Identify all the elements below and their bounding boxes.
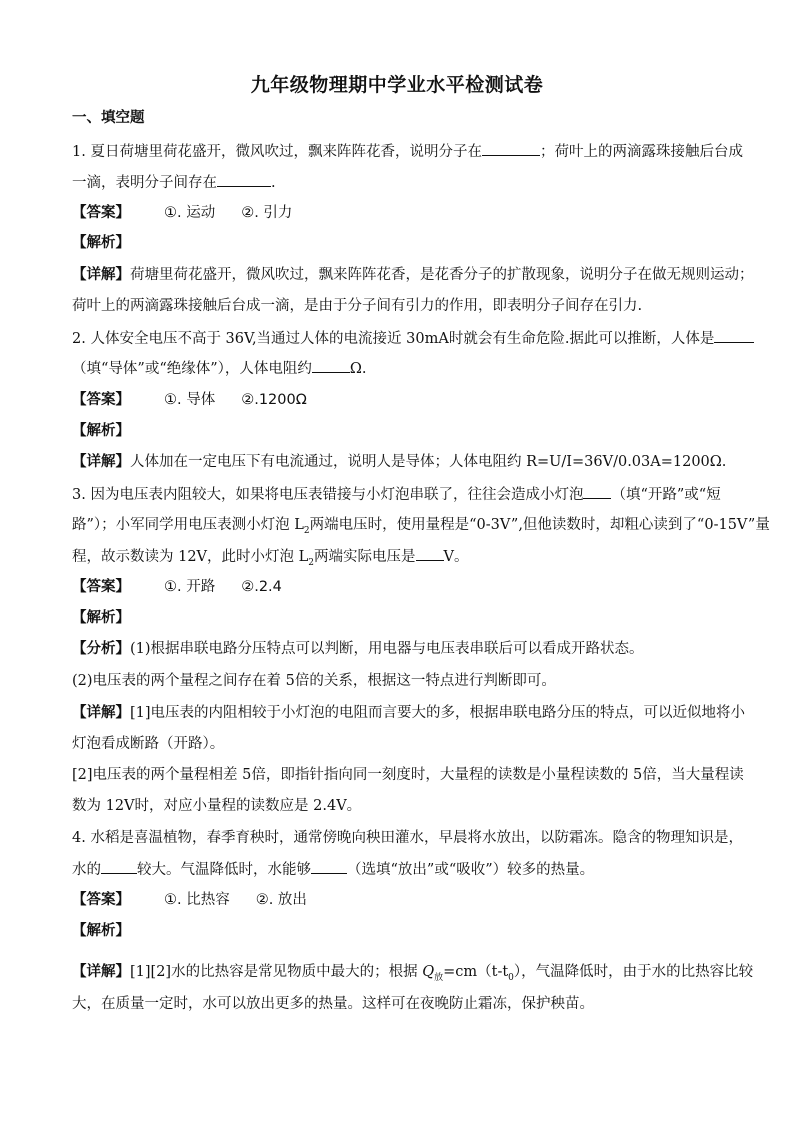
q4-answer-1: ①. 比热容 [164,892,230,908]
q1-text-d: . [271,175,276,191]
q3-sub-1: 2 [303,525,310,536]
q1-line-2 [72,172,276,193]
q3-text-f: 两端实际电压是 [314,549,416,565]
q2-text-b: （填“导体”或“绝缘体”），人体电阻约 [72,361,312,377]
answer-tag: 【答案】 [72,392,130,408]
q3-line-3 [72,546,469,573]
q3-text-g: V。 [443,549,469,565]
q3-sub-2: 2 [308,557,315,568]
q3-line-1 [72,484,721,505]
q1-answer-2: ②. 引力 [241,205,293,221]
q1-text-c: 一滴，表明分子间存在 [72,175,217,191]
detail-tag: 【详解】 [72,705,130,721]
q1-analysis-tag [72,233,130,253]
q4-line-1: 4. 水稻是喜温植物，春季育秧时，通常傍晚向秧田灌水，早晨将水放出，以防霜冻。隐含的物理知识是， [72,830,743,846]
q3-line-2 [72,515,770,541]
detail-tag: 【详解】 [72,267,130,283]
q1-detail-2: 荷叶上的两滴露珠接触后台成一滴，是由于分子间有引力的作用，即表明分子间存在引力. [72,298,643,314]
q2-line-1 [72,328,754,349]
q1-detail-1 [72,265,754,285]
q2-line-2 [72,358,367,379]
q4-text-b: 较大。气温降低时，水能够 [137,862,311,878]
q3-text-e: 程，故示数读为 12V，此时小灯泡 L [72,549,309,565]
q4-text-a: 水的 [72,862,101,878]
q4-answer-2: ②. 放出 [255,892,307,908]
q4-line-2 [72,859,594,880]
q4-analysis-tag [72,921,130,941]
q4-formula-sub: 放 [434,972,444,983]
q4-detail-1 [72,962,753,988]
q3-text-b: （填“开路”或“短 [611,487,721,503]
q4-text-c: （选填“放出”或“吸收”）较多的热量。 [347,862,595,878]
analysis-tag: 【解析】 [72,235,130,251]
q1-detail-text-1: 荷塘里荷花盛开，微风吹过，飘来阵阵花香，是花香分子的扩散现象，说明分子在做无规则运动； [130,267,754,283]
analysis-tag: 【解析】 [72,423,130,439]
q3-detail-2: 灯泡看成断路（开路）。 [72,736,225,752]
q2-blank-1 [714,328,754,343]
analysis-tag: 【解析】 [72,610,130,626]
q3-answer-2: ②.2.4 [241,579,282,595]
q2-text-c: Ω. [349,361,367,377]
q2-answer-2: ②.1200Ω [241,392,307,408]
q3-blank-2 [416,546,444,561]
q3-text-c: 路”）；小军同学用电压表测小灯泡 L [72,517,304,533]
q2-analysis-tag [72,421,130,441]
q4-formula-q: Q [422,964,435,980]
q4-formula-c: ），气温降低时，由于水的比热容比较 [513,964,754,980]
q2-detail-text: 人体加在一定电压下有电流通过，说明人是导体；人体电阻约 R=U/I=36V/0.03A=1200Ω. [130,454,727,470]
q3-analysis-tag [72,608,130,628]
q1-answer-1: ①. 运动 [164,205,216,221]
q4-detail-2: 大，在质量一定时，水可以放出更多的热量。这样可在夜晚防止霜冻，保护秧苗。 [72,996,594,1012]
answer-tag: 【答案】 [72,579,130,595]
q3-blank-1 [583,484,611,499]
q4-answer-row [72,890,307,910]
q2-text-a: 2. 人体安全电压不高于 36V,当通过人体的电流接近 30mA时就会有生命危险.据此可以推断，人体是 [72,331,715,347]
q1-blank-2 [217,172,271,187]
q3-text-d: 两端电压时，使用量程是“0-3V”,但他读数时，却粗心读到了“0-15V”量 [309,517,770,533]
q3-fenxi-2: (2)电压表的两个量程之间存在着 5倍的关系，根据这一特点进行判断即可。 [72,673,556,689]
q2-detail [72,452,726,472]
fenxi-tag: 【分析】 [72,641,130,657]
q4-formula-b: =cm（t-t [443,964,509,980]
answer-tag: 【答案】 [72,205,130,221]
q3-detail-1 [72,703,745,723]
q1-text-b: ；荷叶上的两滴露珠接触后台成 [539,144,743,160]
q3-fenxi-text-1: (1)根据串联电路分压特点可以判断，用电器与电压表串联后可以看成开路状态。 [130,641,644,657]
q4-detail-text-1: [1][2]水的比热容是常见物质中最大的；根据 [130,964,423,980]
q2-answer-row [72,390,307,410]
q3-answer-row [72,577,282,597]
q4-blank-2 [311,859,347,874]
q1-answer-row [72,203,292,223]
q3-detail-4: 数为 12V时，对应小量程的读数应是 2.4V。 [72,798,362,814]
q1-line-1 [72,141,743,162]
q1-text-a: 1. 夏日荷塘里荷花盛开，微风吹过，飘来阵阵花香，说明分子在 [72,144,482,160]
detail-tag: 【详解】 [72,454,130,470]
page-title: 九年级物理期中学业水平检测试卷 [250,74,544,96]
q3-detail-3: [2]电压表的两个量程相差 5倍，即指针指向同一刻度时，大量程的读数是小量程读数的 5倍，当大量程读 [72,767,744,783]
section-heading: 一、填空题 [72,110,145,126]
q3-answer-1: ①. 开路 [164,579,216,595]
q2-answer-1: ①. 导体 [164,392,216,408]
answer-tag: 【答案】 [72,892,130,908]
detail-tag: 【详解】 [72,964,130,980]
q1-blank-1 [482,141,540,156]
q3-detail-text-1: [1]电压表的内阻相较于小灯泡的电阻而言要大的多，根据串联电路分压的特点，可以近似地将小 [130,705,746,721]
q4-blank-1 [101,859,137,874]
q2-blank-2 [312,358,350,373]
analysis-tag: 【解析】 [72,923,130,939]
q4-formula-sub2: 0 [508,972,514,983]
q3-fenxi-1 [72,639,644,659]
q3-text-a: 3. 因为电压表内阻较大，如果将电压表错接与小灯泡串联了，往往会造成小灯泡 [72,487,584,503]
